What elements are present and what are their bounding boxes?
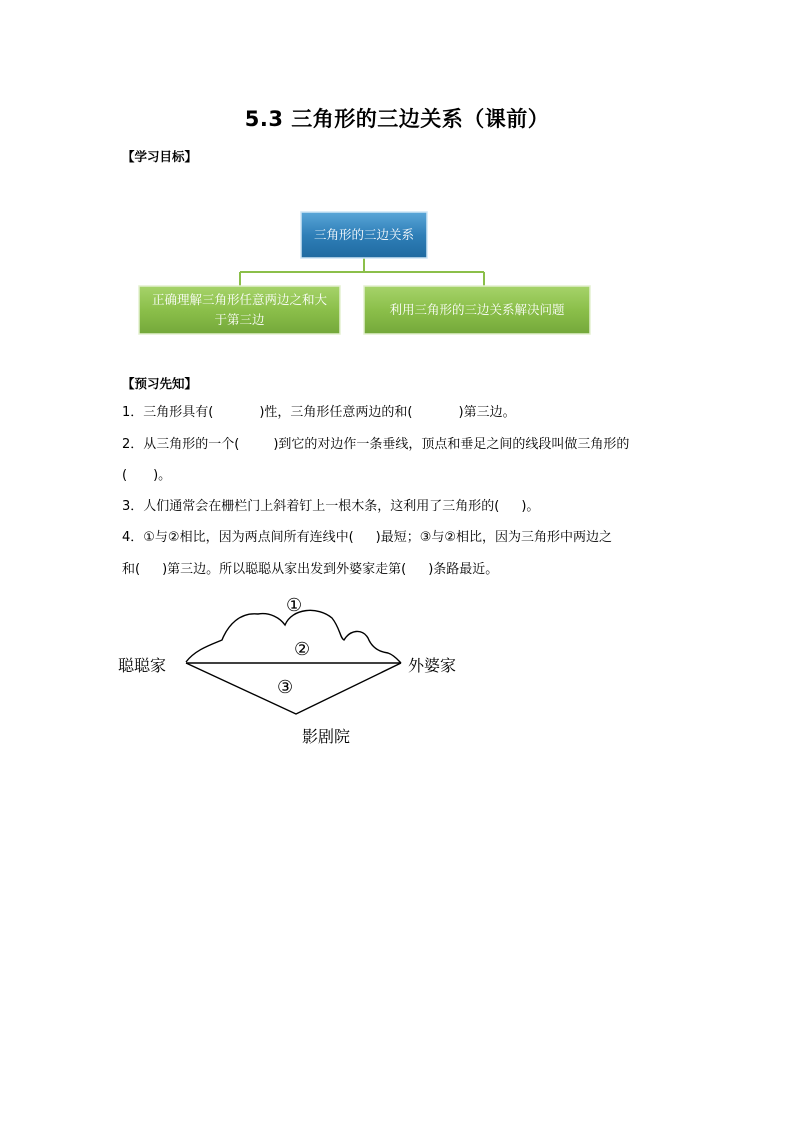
route-1-label: ① bbox=[286, 595, 303, 616]
question-number: 4． bbox=[122, 530, 144, 545]
mindmap-right-label: 利用三角形的三边关系解决问题 bbox=[389, 302, 565, 317]
question-number: 2． bbox=[122, 437, 144, 452]
route-3-path bbox=[186, 663, 401, 714]
question-2-continued: ( )。 bbox=[122, 468, 172, 483]
page-title: 5.3 三角形的三边关系（课前） bbox=[244, 107, 550, 131]
route-3-label: ③ bbox=[277, 677, 294, 698]
start-label: 聪聪家 bbox=[118, 656, 167, 675]
via-label: 影剧院 bbox=[302, 727, 351, 746]
mindmap-root-label: 三角形的三边关系 bbox=[313, 227, 414, 242]
section-goals-heading: 【学习目标】 bbox=[122, 149, 198, 164]
route-2-label: ② bbox=[294, 639, 311, 660]
mindmap-left-line2: 于第三边 bbox=[214, 312, 265, 327]
mindmap-left-line1: 正确理解三角形任意两边之和大 bbox=[151, 292, 327, 307]
question-number: 1． bbox=[122, 405, 144, 420]
question-1: 1．三角形具有( )性，三角形任意两边的和( )第三边。 bbox=[122, 405, 516, 420]
question-3: 3．人们通常会在栅栏门上斜着钉上一根木条，这利用了三角形的( )。 bbox=[122, 499, 540, 514]
question-4: 4．①与②相比，因为两点间所有连线中( )最短；③与②相比，因为三角形中两边之 bbox=[122, 530, 613, 545]
question-number: 3． bbox=[122, 499, 144, 514]
end-label: 外婆家 bbox=[408, 656, 457, 675]
section-preview-heading: 【预习先知】 bbox=[122, 376, 198, 391]
question-2: 2．从三角形的一个( )到它的对边作一条垂线，顶点和垂足之间的线段叫做三角形的 bbox=[122, 437, 630, 452]
question-4-continued: 和( )第三边。所以聪聪从家出发到外婆家走第( )条路最近。 bbox=[122, 562, 499, 577]
